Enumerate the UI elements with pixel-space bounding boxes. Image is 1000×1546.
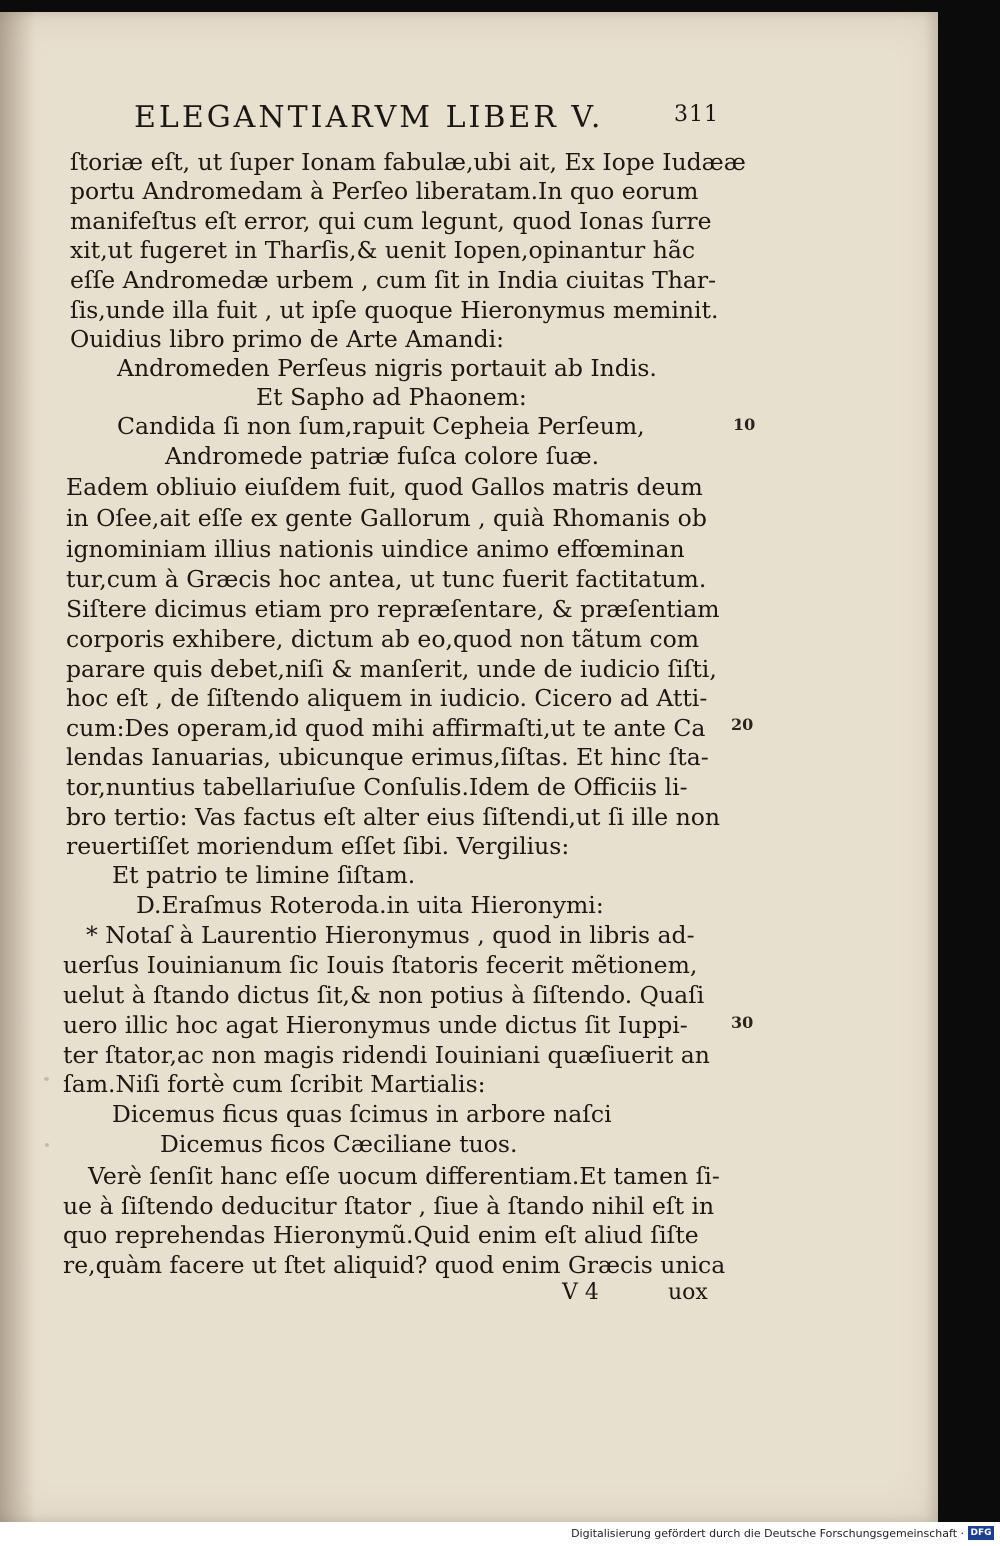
text-line: in Oſee,ait eſſe ex gente Gallorum , quià Rhomanis ob xyxy=(66,504,707,532)
ink-spot xyxy=(44,1077,49,1081)
text-line: tor,nuntius tabellariuſue Conſulis.Idem de Officiis li- xyxy=(66,773,688,801)
text-line: xit,ut fugeret in Tharſis,& uenit Iopen,opinantur hãc xyxy=(70,236,696,264)
citation-heading: D.Eraſmus Roteroda.in uita Hieronymi: xyxy=(136,891,604,919)
text-line: corporis exhibere, dictum ab eo,quod non tãtum com xyxy=(66,625,700,653)
annotation-line: uero illic hoc agat Hieronymus unde dictus ſit Iuppi- xyxy=(63,1011,688,1039)
text-line: hoc eſt , de ſiſtendo aliquem in iudicio. Cicero ad Atti- xyxy=(66,684,708,712)
annotation-line: quo reprehendas Hieronymũ.Quid enim eſt aliud ſiſte xyxy=(63,1221,699,1249)
text-line: manifeſtus eſt error, qui cum legunt, quod Ionas ſurre xyxy=(70,207,712,235)
text-line: Eadem obliuio eiuſdem fuit, quod Gallos matris deum xyxy=(66,473,703,501)
text-line: bro tertio: Vas factus eſt alter eius ſiſtendi,ut ſi ille non xyxy=(66,803,720,831)
text-line: Siſtere dicimus etiam pro repræſentare, & præſentiam xyxy=(66,595,720,623)
line-number-20: 20 xyxy=(731,715,754,734)
text-line: tur,cum à Græcis hoc antea, ut tunc fuerit factitatum. xyxy=(66,565,707,593)
text-line: Ouidius libro primo de Arte Amandi: xyxy=(70,325,505,353)
page-gutter-shadow xyxy=(0,12,36,1522)
text-line: ignominiam illius nationis uindice animo effœminan xyxy=(66,535,685,563)
text-line: parare quis debet,niſi & manſerit, unde de iudicio ſiſti, xyxy=(66,655,717,683)
annotation-line: re,quàm facere ut ſtet aliquid? quod enim Græcis unica xyxy=(63,1251,726,1279)
text-line: portu Andromedam à Perſeo liberatam.In quo eorum xyxy=(70,177,699,205)
annotation-line: uerſus Iouinianum ſic Iouis ſtatoris fecerit mẽtionem, xyxy=(63,951,698,979)
text-line: reuertiſſet moriendum eſſet ſibi. Vergilius: xyxy=(66,832,570,860)
text-line: eſſe Andromedæ urbem , cum ſit in India ciuitas Thar- xyxy=(70,266,717,294)
annotation-line: ue à ſiſtendo deducitur ſtator , ſiue à ſtando nihil eſt in xyxy=(63,1192,715,1220)
line-number-10: 10 xyxy=(733,415,756,434)
text-line: ſtoriæ eſt, ut ſuper Ionam fabulæ,ubi ait, Ex Iope Iudææ xyxy=(70,148,746,176)
annotation-line: Verè ſenſit hanc eſſe uocum differentiam.Et tamen ſi- xyxy=(88,1162,720,1190)
verse-line: Andromede patriæ fuſca colore ſuæ. xyxy=(165,442,600,470)
running-header xyxy=(134,100,734,140)
folio-number: 311 xyxy=(674,102,719,127)
text-line: cum:Des operam,id quod mihi affirmaſti,ut te ante Ca xyxy=(66,714,706,742)
catchword: uox xyxy=(668,1280,708,1305)
running-title: ELEGANTIARVM LIBER V. xyxy=(134,100,604,135)
verse-line: Dicemus ficos Cæciliane tuos. xyxy=(160,1130,518,1158)
annotation-line: ſam.Niſi fortè cum ſcribit Martialis: xyxy=(63,1070,486,1098)
book-page xyxy=(0,12,938,1522)
text-line: lendas Ianuarias, ubicunque erimus,ſiſtas. Et hinc ſta- xyxy=(66,743,709,771)
line-number-30: 30 xyxy=(731,1013,754,1032)
verse-line: Et patrio te limine ſiſtam. xyxy=(112,861,416,889)
text-line: ſis,unde illa fuit , ut ipſe quoque Hieronymus meminit. xyxy=(70,296,719,324)
ink-spot xyxy=(45,1143,49,1147)
annotation-line: uelut à ſtando dictus ſit,& non potius à ſiſtendo. Quaſi xyxy=(63,981,705,1009)
dfg-logo[interactable]: DFG xyxy=(968,1526,994,1540)
annotation-line: ter ſtator,ac non magis ridendi Iouiniani quæſiuerit an xyxy=(63,1041,710,1069)
funding-credit: Digitalisierung gefördert durch die Deutsche Forschungsgemeinschaft · xyxy=(571,1527,964,1540)
annotation-line: * Notaſ à Laurentio Hieronymus , quod in libris ad- xyxy=(86,921,695,949)
verse-line: Candida ſi non ſum,rapuit Cepheia Perſeum, xyxy=(117,412,645,440)
verse-heading: Et Sapho ad Phaonem: xyxy=(256,383,527,411)
signature-mark: V 4 xyxy=(562,1280,599,1305)
verse-line: Andromeden Perſeus nigris portauit ab Indis. xyxy=(117,354,657,382)
footer-bar xyxy=(0,1522,1000,1546)
verse-line: Dicemus ficus quas ſcimus in arbore naſci xyxy=(112,1100,612,1128)
